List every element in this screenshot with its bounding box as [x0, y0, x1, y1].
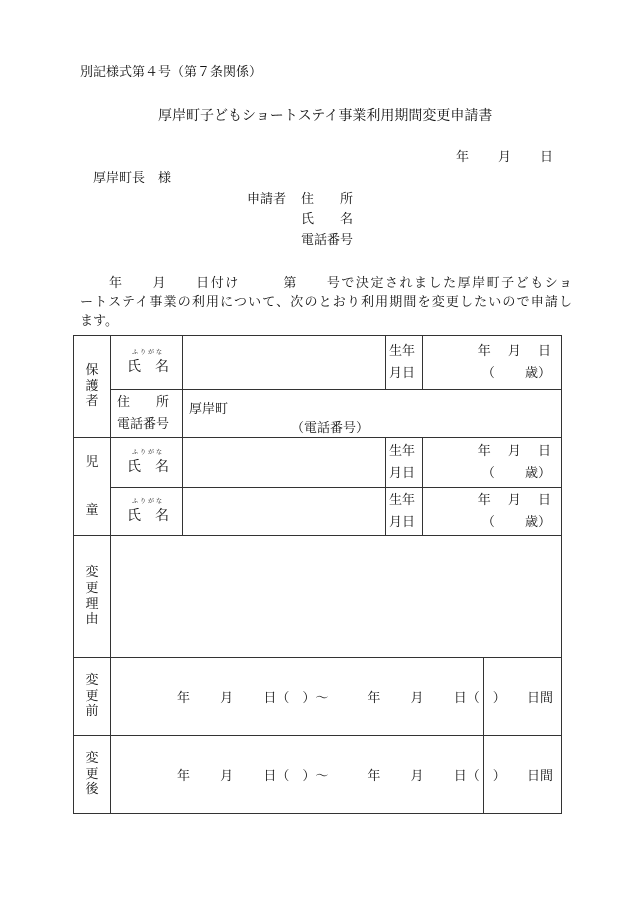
child-1-row	[74, 438, 562, 488]
document-title: 厚岸町子どもショートステイ事業利用期間変更申請書	[158, 108, 493, 124]
child-2-name-label-cell: ふりがな 氏 名	[111, 488, 183, 536]
body-line-1: 年 月 日付け 第 号で決定されました厚岸町子どもショ	[80, 276, 572, 291]
child-1-dob-field[interactable]: 年 月 日 （ 歳）	[423, 438, 562, 488]
child-2-name-field[interactable]	[183, 488, 386, 536]
address-label: 住 所	[117, 394, 170, 410]
applicant-phone-label: 電話番号	[301, 233, 354, 248]
child-1-name-label-cell: ふりがな 氏 名	[111, 438, 183, 488]
child-header-cell-1: 児	[74, 438, 111, 488]
phone-label: 電話番号	[117, 416, 170, 432]
before-change-days-field[interactable]: 日間	[484, 658, 562, 736]
date-month: 月	[498, 150, 512, 165]
applicant-address-label: 住 所	[301, 192, 354, 207]
applicant-name-label: 氏 名	[301, 212, 354, 227]
guardian-address-field[interactable]	[183, 390, 562, 438]
application-form-table	[73, 335, 562, 814]
name-label: 氏 名	[127, 358, 169, 375]
date-day: 日	[540, 150, 554, 165]
guardian-header-cell: 保 護 者	[74, 336, 111, 438]
after-change-period-field[interactable]: 年 月 日（ ）～ 年 月 日（ ）	[111, 736, 484, 814]
applicant-label: 申請者	[247, 192, 287, 207]
address-value: 厚岸町	[189, 401, 229, 417]
child-1-dob-label-cell: 生年 月日	[386, 438, 423, 488]
child-2-dob-field[interactable]: 年 月 日 （ 歳）	[423, 488, 562, 536]
form-number: 別記様式第４号（第７条関係）	[80, 65, 263, 80]
change-reason-header-cell: 変 更 理 由	[74, 536, 111, 658]
guardian-name-row	[74, 336, 562, 390]
before-change-header-cell: 変 更 前	[74, 658, 111, 736]
guardian-dob-field[interactable]: 年 月 日 （ 歳）	[423, 336, 562, 390]
change-reason-field[interactable]	[111, 536, 562, 658]
change-reason-row	[74, 536, 562, 658]
child-header-cell-2: 童	[74, 488, 111, 536]
guardian-name-label-cell	[111, 336, 183, 390]
body-paragraph	[80, 274, 572, 331]
child-2-row	[74, 488, 562, 536]
child-1-name-field[interactable]	[183, 438, 386, 488]
guardian-name-field[interactable]	[183, 336, 386, 390]
guardian-dob-label-cell: 生年 月日	[386, 336, 423, 390]
guardian-address-label-cell	[111, 390, 183, 438]
after-change-days-field[interactable]: 日間	[484, 736, 562, 814]
addressee: 厚岸町長 様	[93, 171, 172, 186]
child-2-dob-label-cell: 生年 月日	[386, 488, 423, 536]
furigana-label: ふりがな	[132, 348, 165, 356]
after-change-header-cell: 変 更 後	[74, 736, 111, 814]
guardian-address-row	[74, 390, 562, 438]
before-change-period-field[interactable]: 年 月 日（ ）～ 年 月 日（ ）	[111, 658, 484, 736]
phone-value: （電話番号）	[291, 420, 370, 436]
body-line-2: ートステイ事業の利用について、次のとおり利用期間を変更したいので申請し	[80, 295, 572, 310]
after-change-row	[74, 736, 562, 814]
body-line-3: ます。	[80, 314, 118, 329]
date-year: 年	[456, 150, 470, 165]
before-change-row	[74, 658, 562, 736]
